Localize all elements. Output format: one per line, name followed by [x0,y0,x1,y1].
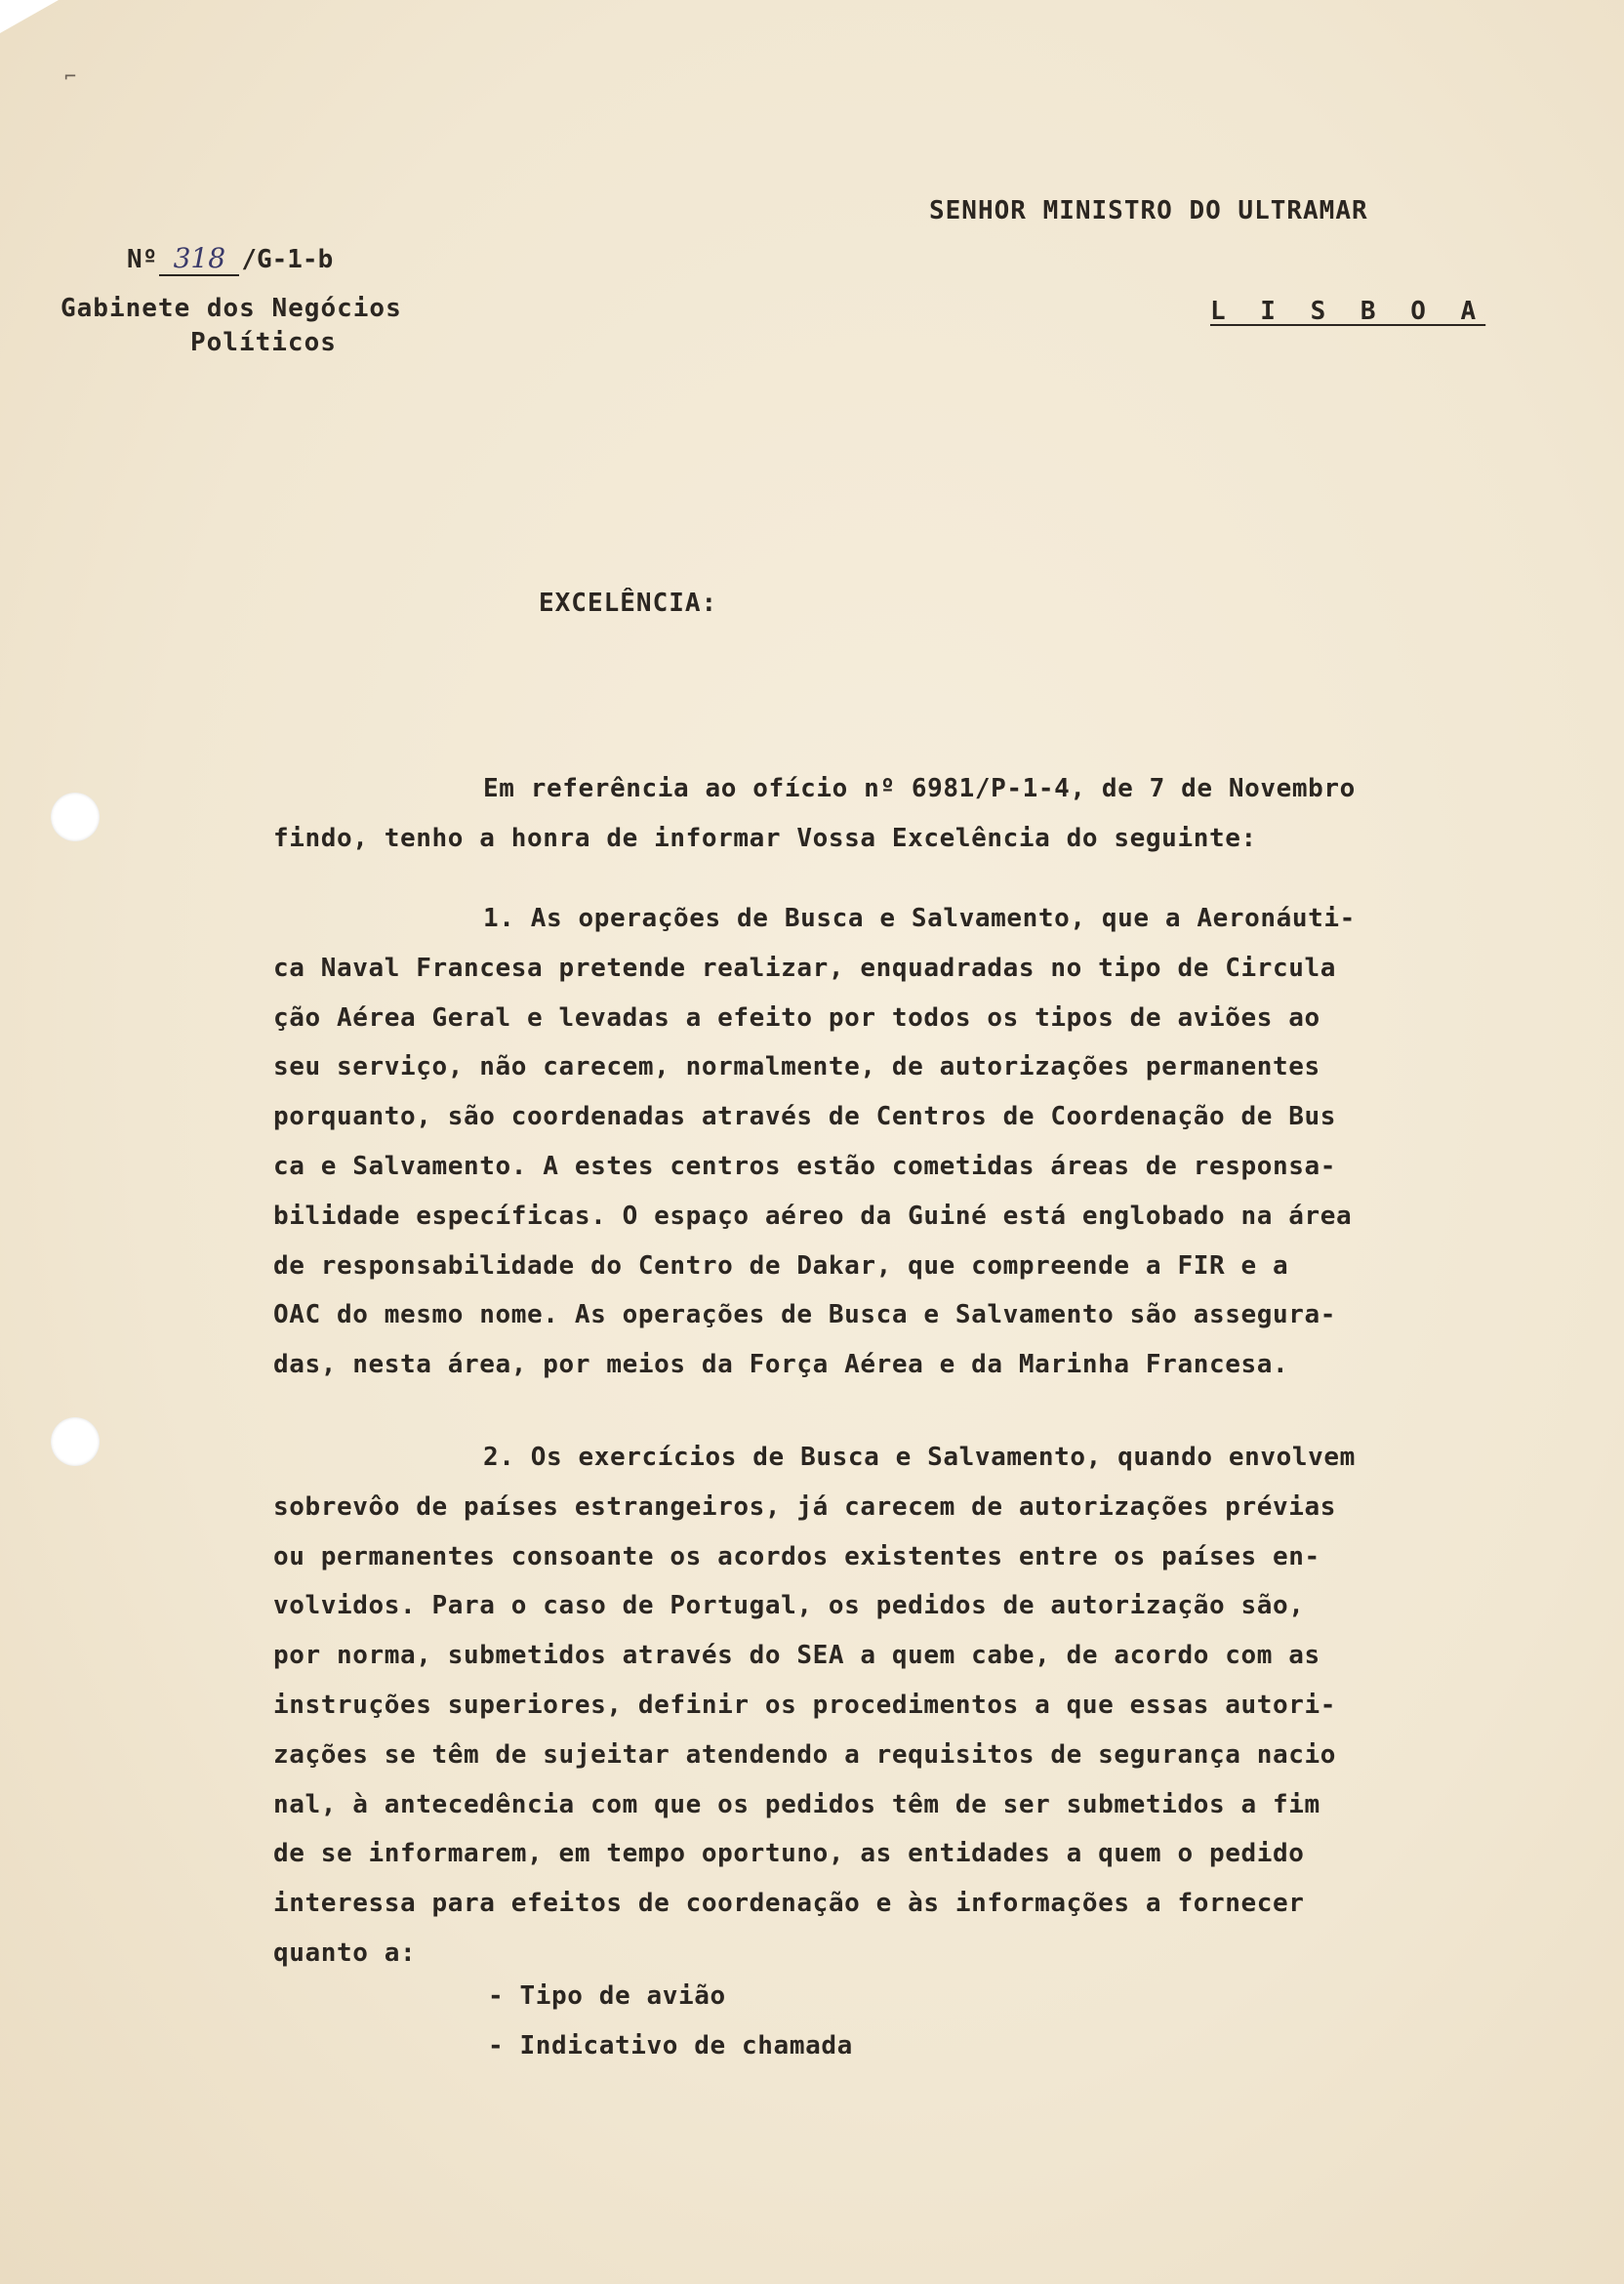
office-name-line2: Políticos [190,328,337,357]
list-item: - Tipo de avião [488,1981,726,2011]
folded-corner [0,0,59,33]
intro-paragraph [273,764,1464,864]
paragraph-line: zações se têm de sujeitar atendendo a requisitos de segurança nacio [273,1739,1336,1770]
paragraph-line: ção Aérea Geral e levadas a efeito por todos os tipos de aviões ao [273,1002,1320,1033]
paragraph-line: nal, à antecedência com que os pedidos têm de ser submetidos a fim [273,1789,1320,1819]
paragraph-line: ca e Salvamento. A estes centros estão cometidas áreas de responsa- [273,1151,1336,1181]
paragraph-line: de responsabilidade do Centro de Dakar, que compreende a FIR e a [273,1250,1289,1281]
paragraph-line: quanto a: [273,1937,417,1968]
office-name-line1: Gabinete dos Negócios [61,294,402,323]
paragraph-line: interessa para efeitos de coordenação e às informações a fornecer [273,1889,1305,1919]
intro-line: Em referência ao ofício nº 6981/P-1-4, de 7 de Novembro [483,774,1356,803]
paragraph-line: volvidos. Para o caso de Portugal, os pedidos de autorização são, [273,1591,1305,1621]
paragraph-line: sobrevôo de países estrangeiros, já carecem de autorizações prévias [273,1491,1336,1522]
ink-mark: ⌐ [64,64,77,88]
paragraph-line: instruções superiores, definir os procedimentos a que essas autori- [273,1690,1336,1720]
salutation: EXCELÊNCIA: [539,589,718,618]
reference-prefix: Nº [127,245,158,274]
handwritten-reference-number: 318 [159,242,239,276]
paragraph-line: 1. As operações de Busca e Salvamento, que a Aeronáuti- [483,904,1356,933]
punch-hole-top [51,793,100,841]
recipient-city: L I S B O A [1210,297,1486,326]
list-item: - Indicativo de chamada [488,2030,853,2060]
reference-number-line [127,242,333,276]
intro-line: findo, tenho a honra de informar Vossa Excelência do seguinte: [273,823,1257,853]
paragraph-1 [273,894,1464,1390]
paragraph-line: das, nesta área, por meios da Força Aérea e da Marinha Francesa. [273,1350,1289,1380]
paragraph-2 [273,1433,1464,1978]
paragraph-line: porquanto, são coordenadas através de Centros de Coordenação de Bus [273,1102,1336,1132]
recipient-title: SENHOR MINISTRO DO ULTRAMAR [929,196,1368,225]
paragraph-line: ou permanentes consoante os acordos existentes entre os países en- [273,1541,1320,1571]
paragraph-line: bilidade específicas. O espaço aéreo da Guiné está englobado na área [273,1201,1353,1231]
reference-suffix: /G-1-b [241,245,334,274]
paragraph-line: ca Naval Francesa pretende realizar, enquadradas no tipo de Circula [273,953,1336,983]
paragraph-line: por norma, submetidos através do SEA a quem cabe, de acordo com as [273,1641,1320,1671]
paragraph-line: seu serviço, não carecem, normalmente, de autorizações permanentes [273,1052,1320,1082]
paragraph-line: de se informarem, em tempo oportuno, as entidades a quem o pedido [273,1839,1305,1869]
requirements-list [273,1972,1464,2071]
paragraph-line: OAC do mesmo nome. As operações de Busca e Salvamento são assegura- [273,1300,1336,1330]
punch-hole-bottom [51,1417,100,1466]
paragraph-line: 2. Os exercícios de Busca e Salvamento, quando envolvem [483,1443,1356,1472]
